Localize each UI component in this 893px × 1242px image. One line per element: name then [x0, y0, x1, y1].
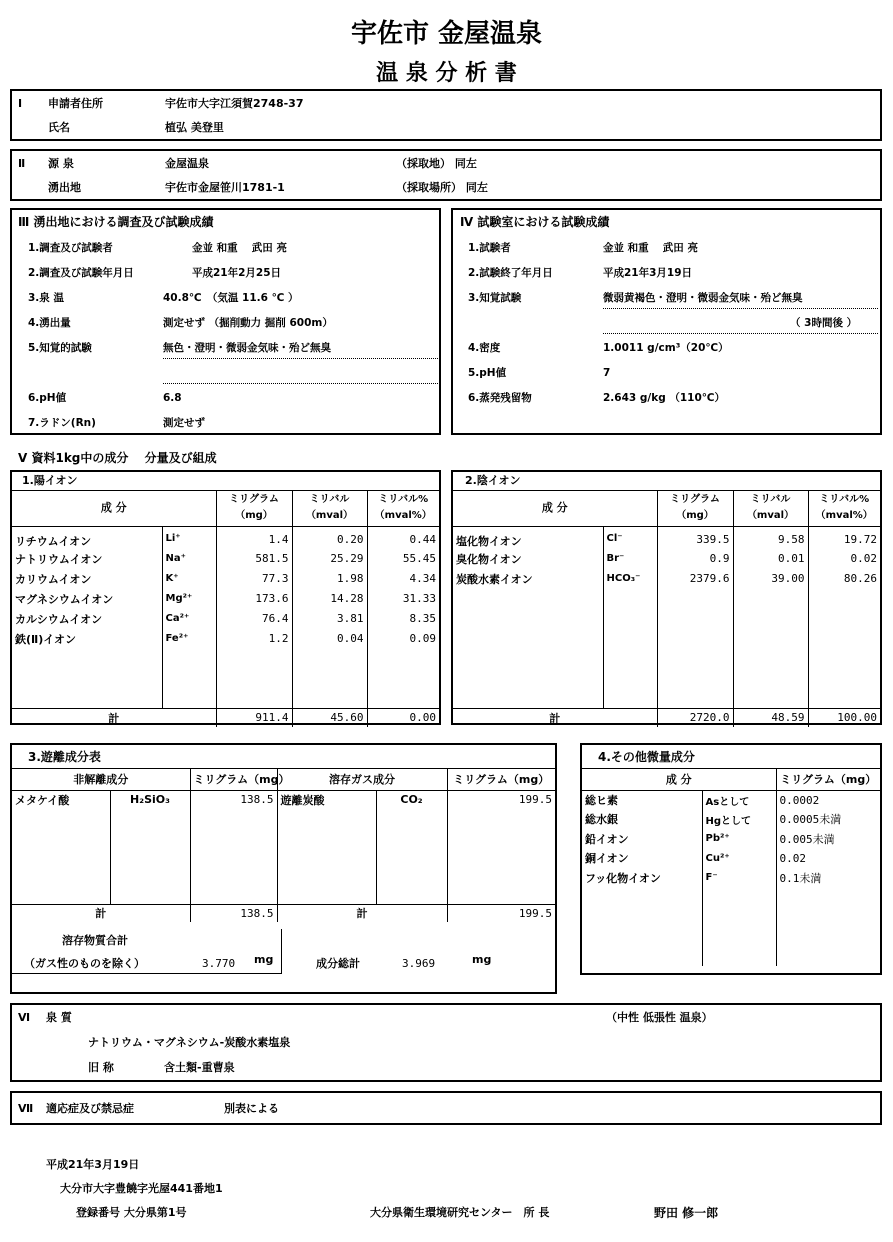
- field-value: 金並 和重 武田 亮: [192, 242, 287, 254]
- section-indications: [10, 1091, 882, 1125]
- section-applicant: [10, 89, 882, 141]
- header-cell: ミリグラム（mg）: [447, 768, 555, 790]
- quality-value: ナトリウム・マグネシウム-炭酸水素塩泉: [88, 1036, 291, 1049]
- table-cell: [733, 689, 808, 709]
- table-cell: 遊離炭酸: [277, 790, 376, 809]
- applicant-name-label: 氏名: [48, 121, 70, 134]
- table-cell: [376, 809, 447, 828]
- table-cell: [453, 629, 603, 649]
- table-cell: [367, 689, 439, 709]
- table-cell: 4.34: [367, 569, 439, 589]
- table-cell: [12, 809, 110, 828]
- source-name: 金屋温泉: [165, 157, 209, 170]
- table-cell: HCO₃⁻: [603, 569, 657, 589]
- table-cell: [657, 649, 733, 669]
- table-cell: 9.58: [733, 526, 808, 549]
- table-cell: [702, 927, 776, 947]
- header-cell: ミリグラム（mg）: [190, 768, 277, 790]
- source-label: 源 泉: [48, 157, 74, 170]
- table-cell: [808, 589, 880, 609]
- table-cell: フッ化物イオン: [585, 871, 661, 885]
- table-cell: 1.4: [216, 526, 292, 549]
- dissolved-value: 3.770: [202, 957, 236, 970]
- quality-label: 泉 質: [46, 1011, 72, 1024]
- field-key: 2.試験終了年月日: [468, 267, 553, 279]
- field-value: 平成21年3月19日: [603, 267, 693, 279]
- field-value: 測定せず: [163, 417, 205, 429]
- table-row: [12, 669, 439, 689]
- table-row: [453, 549, 880, 569]
- field-key: 6.蒸発残留物: [468, 392, 532, 404]
- table-cell: [12, 828, 110, 847]
- table-cell: [367, 649, 439, 669]
- total-sum-label: 成分総計: [316, 957, 360, 970]
- table-cell: [447, 847, 555, 866]
- table-cell: 臭化物イオン: [456, 552, 522, 566]
- total-value: 45.60: [292, 709, 367, 727]
- table-cell: [808, 609, 880, 629]
- table-cell: [733, 589, 808, 609]
- table-row: [582, 790, 880, 810]
- table-cell: [453, 669, 603, 689]
- total-value: 100.00: [808, 709, 880, 727]
- dissolved-label: 溶存物質合計: [62, 934, 128, 947]
- table-cell: [110, 885, 190, 904]
- table-header-row: [12, 490, 439, 526]
- issuer-organization: 大分県衛生環境研究センター 所 長: [370, 1206, 550, 1219]
- table-row: [582, 907, 880, 927]
- total-value: 138.5: [190, 904, 277, 922]
- field-value: 7: [603, 367, 611, 379]
- field-key: 3.知覚試験: [468, 292, 522, 304]
- field-value: 1.0011 g/cm³（20℃）: [603, 342, 729, 354]
- table-cell: [190, 866, 277, 885]
- total-label: 計: [12, 904, 190, 922]
- table-cell: 339.5: [657, 526, 733, 549]
- section-6-num: Ⅵ: [18, 1011, 31, 1024]
- table-cell: [190, 809, 277, 828]
- table-cell: 31.33: [367, 589, 439, 609]
- table-row: [12, 885, 555, 904]
- table-cell: [277, 828, 376, 847]
- table-cell: [12, 689, 162, 709]
- table-cell: [603, 669, 657, 689]
- table-cell: マグネシウムイオン: [15, 592, 114, 606]
- table-cell: 銅イオン: [585, 852, 629, 866]
- table-cell: 77.3: [216, 569, 292, 589]
- table-cell: [453, 649, 603, 669]
- section-2-num: Ⅱ: [18, 157, 26, 170]
- table-cell: [603, 649, 657, 669]
- indications-value: 別表による: [224, 1102, 279, 1115]
- header-cell: 溶存ガス成分: [277, 768, 447, 790]
- section-7-num: Ⅶ: [18, 1102, 34, 1115]
- header-cell: ミリグラム（mg）: [776, 768, 880, 790]
- table-cell: [162, 689, 216, 709]
- table-cell: 1.2: [216, 629, 292, 649]
- sample-place-label: （採取場所） 同左: [396, 181, 488, 194]
- header-cell: ミリグラム （mg）: [216, 490, 292, 526]
- table-cell: 0.20: [292, 526, 367, 549]
- total-label: 計: [277, 904, 447, 922]
- table-cell: 0.0002: [776, 790, 880, 810]
- table-cell: 炭酸水素イオン: [456, 572, 533, 586]
- table-cell: [453, 609, 603, 629]
- table-cell: [657, 609, 733, 629]
- field-value: 6.8: [163, 392, 182, 404]
- table-cell: 173.6: [216, 589, 292, 609]
- total-sum-unit: mg: [472, 953, 492, 966]
- field-key: 6.pH値: [28, 392, 67, 404]
- table-cell: [657, 669, 733, 689]
- old-name-value: 含土類-重曹泉: [164, 1061, 235, 1074]
- table-cell: [292, 689, 367, 709]
- table-cell: [733, 609, 808, 629]
- table-row: [12, 847, 555, 866]
- table-cell: [110, 828, 190, 847]
- free-components-title: 3.遊離成分表: [28, 750, 101, 764]
- table-cell: 0.02: [808, 549, 880, 569]
- table-cell: 76.4: [216, 609, 292, 629]
- table-cell: [603, 609, 657, 629]
- table-total-row: [12, 904, 555, 922]
- dotted-line: [603, 308, 878, 309]
- table-cell: [733, 649, 808, 669]
- table-cell: 0.1未満: [776, 868, 880, 888]
- table-cell: 0.04: [292, 629, 367, 649]
- table-cell: [277, 885, 376, 904]
- table-cell: 0.02: [776, 849, 880, 869]
- table-cell: 総ヒ素: [585, 794, 618, 807]
- table-total-row: [12, 709, 439, 727]
- table-cell: 総水銀: [585, 813, 618, 827]
- table-cell: [277, 866, 376, 885]
- table-cell: Ca²⁺: [162, 609, 216, 629]
- cation-table: [12, 490, 439, 727]
- table-cell: 0.9: [657, 549, 733, 569]
- table-row: [12, 589, 439, 609]
- field-key: 7.ラドン(Rn): [28, 417, 96, 429]
- table-row: [12, 549, 439, 569]
- table-cell: [12, 649, 162, 669]
- total-label: 計: [12, 709, 216, 727]
- section-1-num: Ⅰ: [18, 97, 23, 110]
- table-row: [582, 946, 880, 966]
- table-cell: [603, 629, 657, 649]
- page-title: 宇佐市 金屋温泉: [350, 19, 543, 49]
- table-header-row: [453, 490, 880, 526]
- table-cell: [582, 907, 702, 927]
- table-cell: 138.5: [190, 790, 277, 809]
- field-value: 測定せず （掘削動力 掘削 600m）: [163, 317, 333, 329]
- table-cell: H₂SiO₃: [110, 790, 190, 809]
- table-cell: [733, 629, 808, 649]
- table-cell: 0.44: [367, 526, 439, 549]
- applicant-name: 植弘 美登里: [165, 121, 224, 134]
- table-cell: [12, 847, 110, 866]
- table-cell: [367, 669, 439, 689]
- table-row: [582, 810, 880, 830]
- table-cell: [162, 669, 216, 689]
- total-label: 計: [453, 709, 657, 727]
- table-cell: 55.45: [367, 549, 439, 569]
- anion-label: 2.陰イオン: [465, 474, 521, 487]
- table-cell: Br⁻: [603, 549, 657, 569]
- table-cell: 3.81: [292, 609, 367, 629]
- lab-test-title: Ⅳ 試験室における試験成績: [460, 215, 610, 229]
- dotted-line: [603, 333, 878, 334]
- table-row: [582, 829, 880, 849]
- table-cell: Fe²⁺: [162, 629, 216, 649]
- table-total-row: [453, 709, 880, 727]
- field-survey-title: Ⅲ 湧出地における調査及び試験成績: [18, 215, 214, 229]
- header-cell: ミリバル （mval）: [733, 490, 808, 526]
- total-value: 2720.0: [657, 709, 733, 727]
- sample-site-label: （採取地） 同左: [396, 157, 477, 170]
- indications-label: 適応症及び禁忌症: [46, 1102, 134, 1115]
- free-components-table: [12, 768, 555, 922]
- field-value: 微弱黄褐色・澄明・微弱金気味・殆ど無臭: [603, 292, 803, 304]
- table-cell: [190, 885, 277, 904]
- table-cell: ナトリウムイオン: [15, 552, 103, 566]
- header-cell: ミリバル （mval）: [292, 490, 367, 526]
- table-cell: [447, 866, 555, 885]
- table-row: [12, 809, 555, 828]
- table-row: [453, 609, 880, 629]
- field-value: 40.8℃ （気温 11.6 ℃ ）: [163, 292, 299, 304]
- field-value: （ 3時間後 ）: [790, 317, 858, 329]
- table-cell: F⁻: [702, 868, 776, 888]
- table-row: [582, 927, 880, 947]
- registration-number: 登録番号 大分県第1号: [76, 1206, 187, 1219]
- table-cell: [447, 885, 555, 904]
- table-cell: [776, 927, 880, 947]
- table-cell: 鉄(Ⅱ)イオン: [15, 632, 76, 646]
- table-cell: 鉛イオン: [585, 832, 629, 846]
- table-row: [12, 609, 439, 629]
- table-cell: 581.5: [216, 549, 292, 569]
- components-title: Ⅴ 資料1kg中の成分 分量及び組成: [18, 451, 217, 465]
- table-row: [12, 790, 555, 809]
- table-cell: カルシウムイオン: [15, 612, 103, 626]
- table-row: [453, 689, 880, 709]
- table-cell: Cu²⁺: [702, 849, 776, 869]
- table-row: [582, 888, 880, 908]
- table-header-row: [12, 768, 555, 790]
- spring-location-label: 湧出地: [48, 181, 81, 194]
- dotted-line: [163, 383, 438, 384]
- field-key: 5.pH値: [468, 367, 507, 379]
- field-value: 2.643 g/kg （110℃）: [603, 392, 726, 404]
- table-cell: [12, 669, 162, 689]
- table-cell: メタケイ酸: [15, 793, 70, 807]
- table-cell: [603, 689, 657, 709]
- field-value: 平成21年2月25日: [192, 267, 282, 279]
- header-cell: 成 分: [453, 490, 657, 526]
- header-cell: ミリグラム （mg）: [657, 490, 733, 526]
- field-key: 2.調査及び試験年月日: [28, 267, 134, 279]
- table-cell: Cl⁻: [603, 526, 657, 549]
- table-cell: [582, 946, 702, 966]
- table-cell: [808, 649, 880, 669]
- table-cell: Na⁺: [162, 549, 216, 569]
- table-cell: 14.28: [292, 589, 367, 609]
- issuer-head: 野田 修一郎: [654, 1206, 719, 1220]
- table-header-row: [582, 768, 880, 790]
- table-cell: [808, 669, 880, 689]
- table-cell: [216, 689, 292, 709]
- table-cell: [808, 689, 880, 709]
- table-cell: 0.09: [367, 629, 439, 649]
- quality-note: （中性 低張性 温泉）: [606, 1011, 713, 1024]
- header-cell: ミリバル% （mval%）: [808, 490, 880, 526]
- table-cell: 80.26: [808, 569, 880, 589]
- field-key: 3.泉 温: [28, 292, 64, 304]
- dissolved-note: （ガス性のものを除く）: [24, 957, 145, 970]
- table-cell: Li⁺: [162, 526, 216, 549]
- table-cell: CO₂: [376, 790, 447, 809]
- table-cell: [582, 927, 702, 947]
- anion-table: [453, 490, 880, 727]
- table-cell: [110, 847, 190, 866]
- table-cell: Mg²⁺: [162, 589, 216, 609]
- dotted-line: [163, 358, 438, 359]
- table-cell: [776, 888, 880, 908]
- total-value: 48.59: [733, 709, 808, 727]
- table-cell: [376, 866, 447, 885]
- table-cell: [702, 907, 776, 927]
- field-key: 1.試験者: [468, 242, 511, 254]
- table-row: [453, 649, 880, 669]
- table-cell: 8.35: [367, 609, 439, 629]
- table-cell: [376, 885, 447, 904]
- table-cell: 0.005未満: [776, 829, 880, 849]
- table-cell: [582, 888, 702, 908]
- table-cell: [702, 888, 776, 908]
- table-cell: [277, 847, 376, 866]
- table-cell: K⁺: [162, 569, 216, 589]
- table-row: [582, 849, 880, 869]
- table-cell: Hgとして: [702, 810, 776, 830]
- table-cell: [657, 589, 733, 609]
- field-key: 5.知覚的試験: [28, 342, 92, 354]
- table-cell: [376, 828, 447, 847]
- old-name-label: 旧 称: [88, 1061, 114, 1074]
- table-cell: [603, 589, 657, 609]
- field-key: 1.調査及び試験者: [28, 242, 113, 254]
- issue-date: 平成21年3月19日: [46, 1158, 140, 1171]
- field-key: 4.湧出量: [28, 317, 71, 329]
- table-cell: Asとして: [702, 790, 776, 810]
- table-cell: 19.72: [808, 526, 880, 549]
- table-cell: [292, 669, 367, 689]
- table-cell: 0.0005未満: [776, 810, 880, 830]
- spring-location: 宇佐市金屋笹川1781-1: [165, 181, 285, 194]
- table-cell: [453, 689, 603, 709]
- trace-components-table: [582, 768, 880, 966]
- table-row: [453, 526, 880, 549]
- table-cell: [776, 907, 880, 927]
- table-cell: [733, 669, 808, 689]
- table-cell: [110, 809, 190, 828]
- table-cell: カリウムイオン: [15, 572, 92, 586]
- header-cell: 成 分: [12, 490, 216, 526]
- table-row: [12, 828, 555, 847]
- cation-label: 1.陽イオン: [22, 474, 78, 487]
- page-subtitle: 温 泉 分 析 書: [376, 61, 517, 86]
- table-cell: 塩化物イオン: [456, 534, 522, 548]
- table-cell: [216, 669, 292, 689]
- field-value: 金並 和重 武田 亮: [603, 242, 698, 254]
- table-cell: 1.98: [292, 569, 367, 589]
- total-value: 0.00: [367, 709, 439, 727]
- table-row: [453, 669, 880, 689]
- table-row: [453, 629, 880, 649]
- table-cell: [776, 946, 880, 966]
- table-cell: [12, 885, 110, 904]
- table-cell: [702, 946, 776, 966]
- applicant-address: 宇佐市大字江須賀2748-37: [165, 97, 304, 110]
- table-cell: Pb²⁺: [702, 829, 776, 849]
- table-row: [12, 866, 555, 885]
- table-cell: [110, 866, 190, 885]
- header-cell: 非解離成分: [12, 768, 190, 790]
- table-row: [12, 629, 439, 649]
- trace-components-title: 4.その他微量成分: [598, 750, 695, 764]
- table-cell: 0.01: [733, 549, 808, 569]
- table-cell: [808, 629, 880, 649]
- table-cell: [12, 866, 110, 885]
- field-key: 4.密度: [468, 342, 501, 354]
- table-cell: 199.5: [447, 790, 555, 809]
- header-cell: ミリバル% （mval%）: [367, 490, 439, 526]
- table-cell: リチウムイオン: [15, 534, 92, 548]
- table-cell: [190, 847, 277, 866]
- total-value: 911.4: [216, 709, 292, 727]
- header-cell: 成 分: [582, 768, 776, 790]
- table-cell: [216, 649, 292, 669]
- table-cell: [162, 649, 216, 669]
- table-row: [12, 649, 439, 669]
- table-cell: 25.29: [292, 549, 367, 569]
- table-cell: 2379.6: [657, 569, 733, 589]
- applicant-address-label: 申請者住所: [48, 97, 103, 110]
- table-cell: [292, 649, 367, 669]
- table-cell: [190, 828, 277, 847]
- table-cell: [277, 809, 376, 828]
- table-cell: [447, 809, 555, 828]
- table-row: [12, 526, 439, 549]
- table-row: [12, 689, 439, 709]
- table-cell: [447, 828, 555, 847]
- issuer-address: 大分市大字豊饒字光屋441番地1: [60, 1182, 223, 1195]
- table-row: [453, 589, 880, 609]
- table-row: [453, 569, 880, 589]
- table-cell: 39.00: [733, 569, 808, 589]
- table-cell: [657, 629, 733, 649]
- table-cell: [657, 689, 733, 709]
- dissolved-unit: mg: [254, 953, 274, 966]
- total-value: 199.5: [447, 904, 555, 922]
- table-cell: [376, 847, 447, 866]
- table-row: [582, 868, 880, 888]
- total-sum-value: 3.969: [402, 957, 436, 970]
- table-row: [12, 569, 439, 589]
- field-value: 無色・澄明・微弱金気味・殆ど無臭: [163, 342, 331, 354]
- table-cell: [453, 589, 603, 609]
